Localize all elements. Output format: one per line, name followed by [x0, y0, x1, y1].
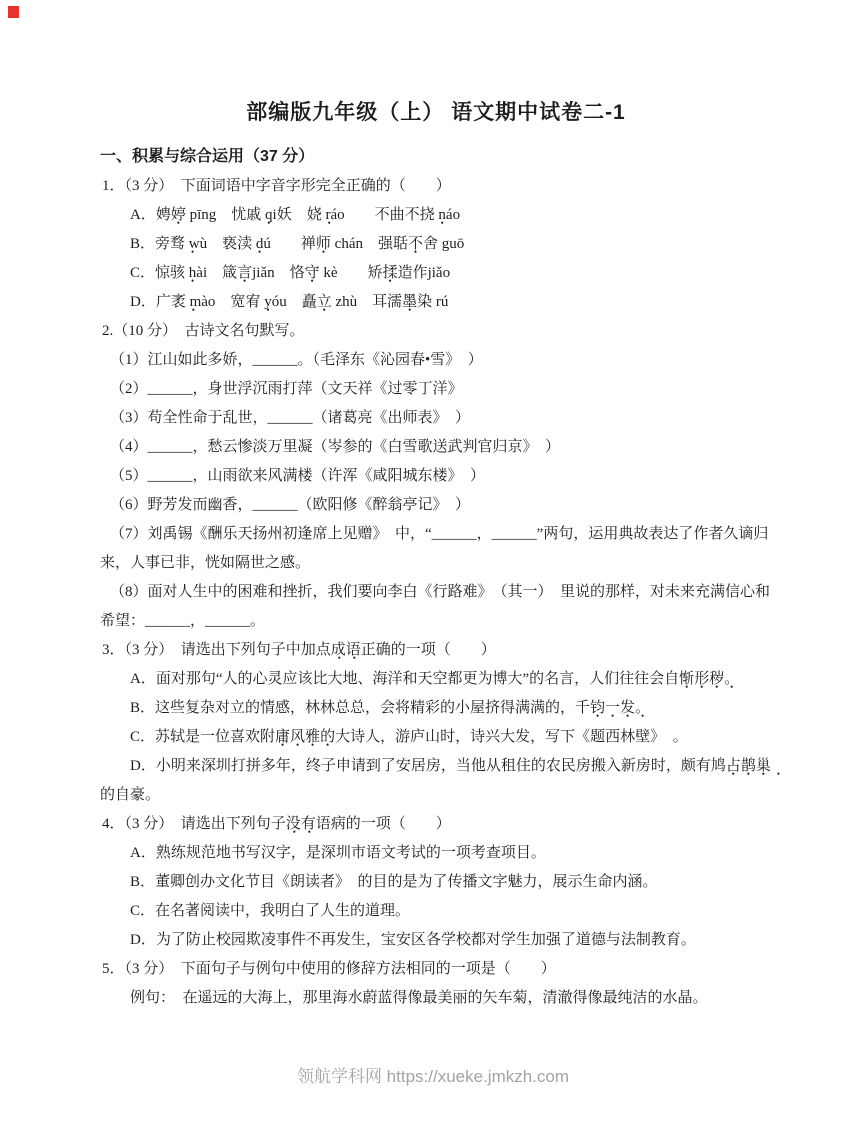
- question-4-stem: 4．（3 分） 请选出下列句子没有语病的一项（ ）: [102, 816, 451, 832]
- question-2-item-2: （2）______，身世浮沉雨打萍（文天祥《过零丁洋》: [110, 381, 463, 397]
- question-3-option-c: C．苏轼是一位喜欢附庸风雅的大诗人，游庐山时，诗兴大发，写下《题西林壁》 。: [130, 729, 688, 745]
- question-3-option-d: D．小明来深圳打拼多年，终子申请到了安居房，当他从租住的农民房搬入新房时，颇有鸠占鹊巢的自豪。: [100, 758, 771, 803]
- question-3-option-a: A．面对那句“人的心灵应该比大地、海洋和天空都更为博大”的名言，人们往往会自惭形秽。: [130, 671, 740, 687]
- question-3-option-b: B．这些复杂对立的情感，林林总总，会将精彩的小屋挤得满满的，千钧一发。: [130, 700, 651, 716]
- footer-site-link[interactable]: 领航学科网 https://xueke.jmkzh.com: [296, 1067, 570, 1086]
- red-marker: [8, 6, 19, 18]
- question-2-stem: 2.（10 分） 古诗文名句默写。: [102, 323, 305, 339]
- question-2-item-4: （4）______，愁云惨淡万里凝（岑参的《白雪歌送武判官归京》 ）: [110, 439, 561, 455]
- question-2-item-7: （7）刘禹锡《酬乐天扬州初逢席上见赠》 中，“______，______”两句，运用典故表达了作者久谪归来，人事已非，恍如隔世之感。: [100, 526, 769, 571]
- page-footer: [0, 1062, 866, 1087]
- question-2-item-5: （5）______，山雨欲来风满楼（许浑《咸阳城东楼》 ）: [110, 468, 486, 484]
- question-4-option-d: D．为了防止校园欺凌事件不再发生，宝安区各学校都对学生加强了道德与法制教育。: [130, 932, 696, 948]
- question-1-option-a: A．娉婷 pīng 忧戚 qi妖 娆 ráo 不曲不挠 náo: [130, 207, 461, 223]
- question-1-option-b: B．旁骛 wù 亵渎 dú 禅师 chán 强聒不舍 guō: [130, 236, 465, 252]
- question-4-option-c: C．在名著阅读中，我明白了人生的道理。: [130, 903, 411, 919]
- question-2-item-8: （8）面对人生中的困难和挫折，我们要向李白《行路难》 （其一） 里说的那样，对未来充满信心和希望：______，______。: [100, 584, 771, 629]
- question-2-item-3: （3）苟全性命于乱世，______（诸葛亮《出师表》 ）: [110, 410, 471, 426]
- question-3-stem: 3．（3 分） 请选出下列句子中加点成语正确的一项（ ）: [102, 642, 496, 658]
- question-2-item-6: （6）野芳发而幽香，______（欧阳修《醉翁亭记》 ）: [110, 497, 471, 513]
- question-5-stem: 5．（3 分） 下面句子与例句中使用的修辞方法相同的一项是（ ）: [102, 961, 556, 977]
- question-4-option-b: B．董卿创办文化节目《朗读者》 的目的是为了传播文字魅力，展示生命内涵。: [130, 874, 658, 890]
- question-2-item-1: （1）江山如此多娇，______。（毛泽东《沁园春•雪》 ）: [110, 352, 483, 368]
- question-1-stem: 1．（3 分） 下面词语中字音字形完全正确的（ ）: [102, 178, 451, 194]
- page-title: 部编版九年级（上） 语文期中试卷二-1: [246, 101, 626, 124]
- question-1-option-d: D．广袤 mào 宽宥 yóu 矗立 zhù 耳濡墨染 rú: [130, 294, 449, 310]
- question-1-option-c: C．惊骇 hài 箴言jiǎn 恪守 kè 矫揉造作jiǎo: [130, 265, 451, 281]
- section-heading: 一、积累与综合运用（37 分）: [100, 148, 315, 165]
- exam-content: [0, 96, 866, 1013]
- question-4-option-a: A．熟练规范地书写汉字，是深圳市语文考试的一项考查项目。: [130, 845, 546, 861]
- question-5-example-sentence: 例句： 在遥远的大海上，那里海水蔚蓝得像最美丽的矢车菊，清澈得像最纯洁的水晶。: [130, 990, 708, 1006]
